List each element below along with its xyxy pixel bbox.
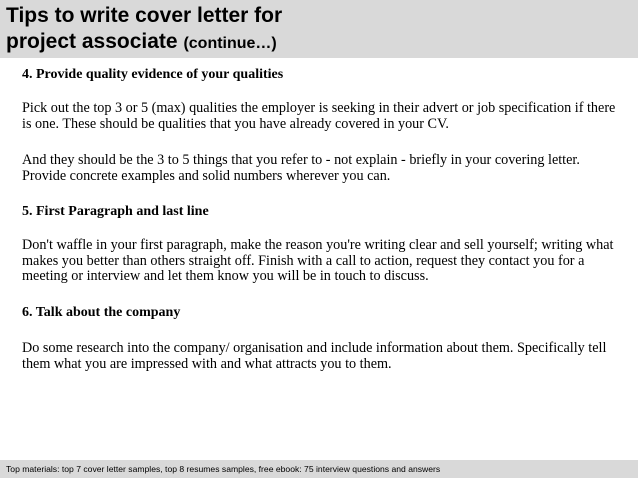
paragraph-company-research: Do some research into the company/ organisation and include information about them. Specifically tell them what you are impressed with and what attracts you to them. [22, 340, 607, 372]
footer-materials-text: Top materials: top 7 cover letter samples, top 8 resumes samples, free ebook: 75 interview questions and answers [6, 464, 441, 474]
title-line-1: Tips to write cover letter for [6, 4, 283, 27]
title-suffix: (continue…) [183, 35, 277, 52]
section-heading-first-paragraph: 5. First Paragraph and last line [22, 204, 209, 219]
paragraph-top-qualities: Pick out the top 3 or 5 (max) qualities the employer is seeking in their advert or job specification if there is one. These should be qualities that you have already covered in your CV. [22, 100, 616, 132]
section-heading-quality-evidence: 4. Provide quality evidence of your qualities [22, 67, 284, 82]
page-title [6, 3, 626, 57]
title-bar [0, 0, 638, 58]
footer-bar [0, 460, 638, 478]
paragraph-concrete-examples: And they should be the 3 to 5 things that you refer to - not explain - briefly in your covering letter. Provide concrete examples and solid numbers wherever you can. [22, 152, 580, 184]
paragraph-first-paragraph-advice: Don't waffle in your first paragraph, make the reason you're writing clear and sell yourself; writing what makes you better than others straight off. Finish with a call to action, request they contact you for a meeting or interview and let them know you will be in touch to discuss. [22, 237, 614, 284]
title-line-2: project associate [6, 30, 178, 53]
section-heading-company: 6. Talk about the company [22, 305, 181, 320]
